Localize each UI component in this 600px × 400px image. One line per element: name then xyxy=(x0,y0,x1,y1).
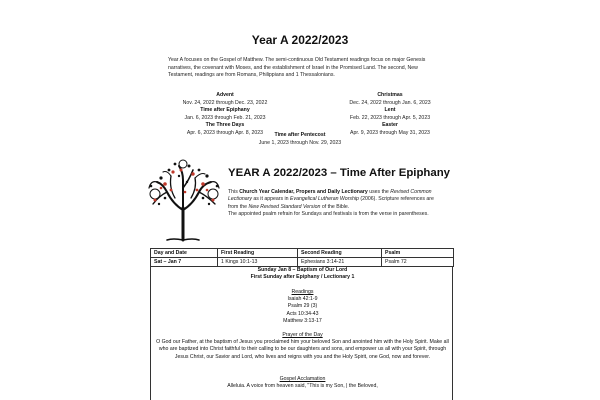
cell-first-reading: 1 Kings 10:1-13 xyxy=(218,258,298,267)
tree-of-life-icon xyxy=(145,158,223,242)
readings-section xyxy=(151,289,454,325)
desc-mid2: as it appears in xyxy=(251,196,291,203)
header-day-and-date: Day and Date xyxy=(151,249,218,258)
season-lent xyxy=(320,107,460,122)
header-psalm: Psalm xyxy=(382,249,454,258)
cell-second-reading: Ephesians 3:14-21 xyxy=(298,258,382,267)
acclamation-text: Alleluia. A voice from heaven said, "This is my Son, | the Beloved, xyxy=(227,383,378,390)
sunday-propers-box xyxy=(150,266,453,400)
reading-item: Acts 10:34-43 xyxy=(286,310,319,317)
sunday-heading-line1: Sunday Jan 8 – Baptism of Our Lord xyxy=(257,267,348,273)
lectionary-description xyxy=(228,189,443,218)
season-name: Time after Epiphany xyxy=(200,107,250,113)
acclamation-section xyxy=(151,376,454,390)
season-dates: Apr. 9, 2023 through May 31, 2023 xyxy=(350,129,430,136)
lectionary-table xyxy=(150,248,454,267)
readings-label: Readings xyxy=(291,289,314,295)
prayer-text: O God our Father, at the baptism of Jesus you proclaimed him your beloved Son and anointed him with the Holy Spirit. Make all who are baptized into Christ faithful to their calling to be our daughters and sons, and empower us all with your Spirit, through Jesus Christ, our Savior and Lord, who lives and reigns with you and the Holy Spirit, one God, now and forever. xyxy=(156,339,449,360)
year-a-title: Year A 2022/2023 xyxy=(251,33,349,47)
header-first-reading: First Reading xyxy=(218,249,298,258)
cell-day-date: Sat – Jan 7 xyxy=(151,258,218,267)
desc-mid1: uses the xyxy=(367,189,391,195)
table-header-row xyxy=(151,249,454,258)
reading-item: Matthew 3:13-17 xyxy=(283,317,322,324)
prayer-label: Prayer of the Day xyxy=(282,332,323,338)
season-name: Advent xyxy=(216,92,234,98)
sunday-heading xyxy=(151,267,454,281)
season-dates: Dec. 24, 2022 through Jan. 6, 2023 xyxy=(349,99,431,106)
season-christmas xyxy=(320,92,460,107)
season-dates: Nov. 24, 2022 through Dec. 23, 2022 xyxy=(182,99,268,106)
reading-item: Isaiah 42:1-9 xyxy=(287,296,318,303)
prayer-section xyxy=(151,332,454,361)
epiphany-section-title: YEAR A 2022/2023 – Time After Epiphany xyxy=(228,167,450,179)
season-dates: Feb. 22, 2023 through Apr. 5, 2023 xyxy=(349,114,431,121)
season-name: Christmas xyxy=(377,92,403,98)
psalm-refrain-note: The appointed psalm refrain for Sundays and festivals is from the verse in parentheses. xyxy=(228,210,429,217)
season-advent xyxy=(155,92,295,107)
season-dates: Jan. 6, 2023 through Feb. 21, 2023 xyxy=(184,114,266,121)
season-name: Time after Pentecost xyxy=(274,132,326,138)
season-time-after-epiphany xyxy=(155,107,295,122)
season-time-after-pentecost xyxy=(230,132,370,147)
acclamation-label: Gospel Acclamation xyxy=(279,376,326,382)
year-a-intro-paragraph: Year A focuses on the Gospel of Matthew. The semi-continuous Old Testament readings focus on major Genesis narratives, the covenant with Moses, and the establishment of Israel in the Promised Land. The second, New Testament, readings are from Romans, Philippians and 1 Thessalonians. xyxy=(168,57,426,79)
desc-ital1: Revised Common Lectionary xyxy=(228,189,432,203)
desc-ital2: Evangelical Lutheran Worship xyxy=(290,196,359,203)
sunday-heading-line2: First Sunday after Epiphany / Lectionary 1 xyxy=(250,274,355,281)
season-dates: Apr. 6, 2023 through Apr. 8, 2023 xyxy=(186,129,264,136)
desc-bold: Church Year Calendar, Propers and Daily Lectionary xyxy=(239,189,368,195)
desc-mid3: (2006). Scripture references are from the xyxy=(228,196,434,210)
cell-psalm: Psalm 72 xyxy=(382,258,454,267)
reading-item: Psalm 29 (3) xyxy=(287,303,318,310)
desc-pre: This xyxy=(228,189,240,195)
desc-post: of the Bible. xyxy=(320,203,350,210)
season-name: The Three Days xyxy=(205,122,245,128)
season-name: Lent xyxy=(384,107,396,113)
desc-ital3: New Revised Standard Version xyxy=(248,203,321,210)
header-second-reading: Second Reading xyxy=(298,249,382,258)
season-dates: June 1, 2023 through Nov. 29, 2023 xyxy=(258,139,342,146)
season-name: Easter xyxy=(382,122,398,128)
